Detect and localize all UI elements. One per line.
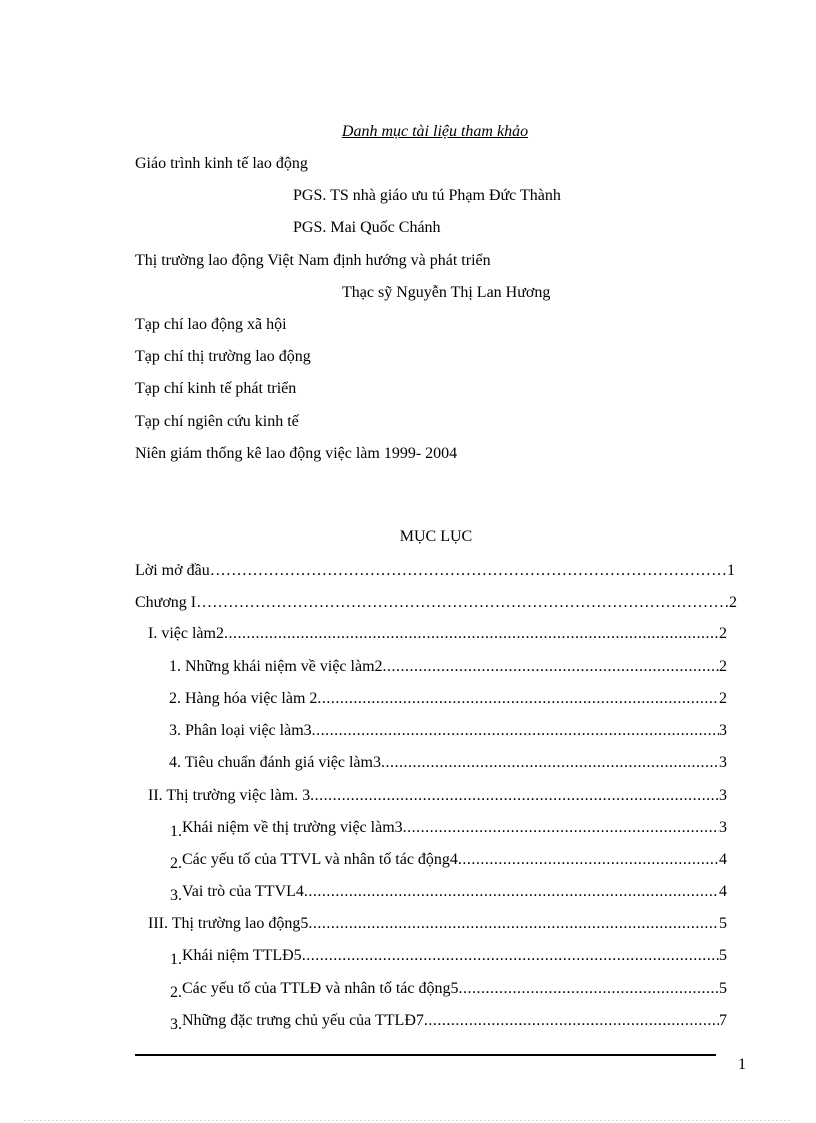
toc-leader: [424, 1011, 719, 1031]
toc-entry[interactable]: [148, 786, 727, 806]
reference-item: Tạp chí thị trường lao động: [135, 348, 311, 365]
toc-page-number: 2: [719, 658, 727, 675]
toc-entry-text: Các yếu tố của TTVL và nhân tố tác động4: [182, 851, 458, 868]
page-edge-dotted-line: [24, 1120, 792, 1121]
toc-page-number: 3: [719, 787, 727, 804]
toc-entry[interactable]: [135, 561, 735, 581]
toc-entry[interactable]: [169, 689, 727, 709]
toc-entry[interactable]: [148, 624, 727, 644]
toc-entry-text: II. Thị trường việc làm. 3: [148, 787, 311, 804]
toc-leader: [310, 786, 719, 806]
toc-entry-number: 2.: [170, 984, 182, 1001]
toc-page-number: 5: [719, 947, 727, 964]
toc-entry-number: 1.: [170, 951, 182, 968]
toc-page-number: 7: [719, 1012, 727, 1029]
toc-entry-text: Lời mở đầu: [135, 562, 210, 579]
toc-entry-text: Khái niệm về thị trường việc làm3: [182, 819, 403, 836]
page-number: 1: [738, 1056, 746, 1073]
footer-rule: [135, 1054, 716, 1056]
toc-leader: [210, 561, 727, 581]
references-title: Danh mục tài liệu tham khảo: [341, 123, 529, 140]
reference-item: Tạp chí ngiên cứu kinh tế: [135, 413, 299, 430]
reference-item: Tạp chí kinh tế phát triển: [135, 380, 297, 397]
toc-entry-text: 1. Những khái niệm về việc làm2: [169, 658, 383, 675]
toc-entry[interactable]: [170, 979, 727, 999]
toc-entry[interactable]: [170, 882, 727, 902]
toc-page-number: 1: [727, 562, 735, 579]
toc-page-number: 3: [719, 754, 727, 771]
toc-leader: [224, 624, 719, 644]
toc-leader: [302, 946, 719, 966]
reference-item: Niên giám thống kê lao động việc làm 1999- 2004: [135, 445, 458, 462]
toc-page-number: 3: [719, 819, 727, 836]
toc-entry-text: 3. Phân loại việc làm3: [169, 722, 312, 739]
toc-leader: [312, 721, 719, 741]
toc-page-number: 2: [729, 594, 737, 611]
toc-leader: [196, 593, 729, 613]
toc-page-number: 4: [719, 883, 727, 900]
toc-entry[interactable]: [170, 818, 727, 838]
reference-author: PGS. TS nhà giáo ưu tú Phạm Đức Thành: [293, 187, 561, 204]
toc-entry-number: 1.: [170, 823, 182, 840]
toc-entry-text: Vai trò của TTVL4: [182, 883, 304, 900]
toc-page-number: 2: [719, 690, 727, 707]
toc-title: MỤC LỤC: [399, 528, 473, 545]
toc-page-number: 4: [719, 851, 727, 868]
toc-leader: [458, 850, 719, 870]
toc-page-number: 5: [719, 915, 727, 932]
toc-entry-text: Những đặc trưng chủ yếu của TTLĐ7: [182, 1012, 424, 1029]
toc-entry-text: Khái niệm TTLĐ5: [182, 947, 302, 964]
toc-entry[interactable]: [169, 657, 727, 677]
toc-entry-number: 2.: [170, 855, 182, 872]
toc-leader: [383, 657, 719, 677]
reference-author: Thạc sỹ Nguyễn Thị Lan Hương: [342, 284, 551, 301]
reference-author: PGS. Mai Quốc Chánh: [293, 219, 441, 236]
toc-leader: [308, 914, 719, 934]
reference-item: Thị trường lao động Việt Nam định hướng và phát triển: [135, 252, 491, 269]
reference-item: Tạp chí lao động xã hội: [135, 316, 287, 333]
toc-entry[interactable]: [170, 946, 727, 966]
toc-entry-number: 3.: [170, 1016, 182, 1033]
toc-entry[interactable]: [170, 1011, 727, 1031]
toc-page-number: 5: [719, 980, 727, 997]
toc-leader: [304, 882, 719, 902]
toc-entry[interactable]: [169, 721, 727, 741]
toc-page-number: 2: [719, 625, 727, 642]
toc-leader: [403, 818, 719, 838]
toc-entry[interactable]: [170, 850, 727, 870]
toc-entry-number: 3.: [170, 887, 182, 904]
toc-entry[interactable]: [169, 753, 727, 773]
toc-entry-text: 2. Hàng hóa việc làm 2: [169, 690, 318, 707]
reference-item: Giáo trình kinh tế lao động: [135, 155, 308, 172]
toc-entry-text: 4. Tiêu chuẩn đánh giá việc làm3: [169, 754, 381, 771]
toc-entry-text: Chương I: [135, 594, 197, 611]
toc-entry-text: I. việc làm2: [148, 625, 224, 642]
toc-entry[interactable]: [135, 593, 737, 613]
toc-leader: [381, 753, 719, 773]
toc-entry[interactable]: [148, 914, 727, 934]
toc-leader: [317, 689, 719, 709]
toc-page-number: 3: [719, 722, 727, 739]
toc-leader: [459, 979, 719, 999]
toc-entry-text: III. Thị trường lao động5: [148, 915, 309, 932]
toc-entry-text: Các yếu tố của TTLĐ và nhân tố tác động5: [182, 980, 459, 997]
